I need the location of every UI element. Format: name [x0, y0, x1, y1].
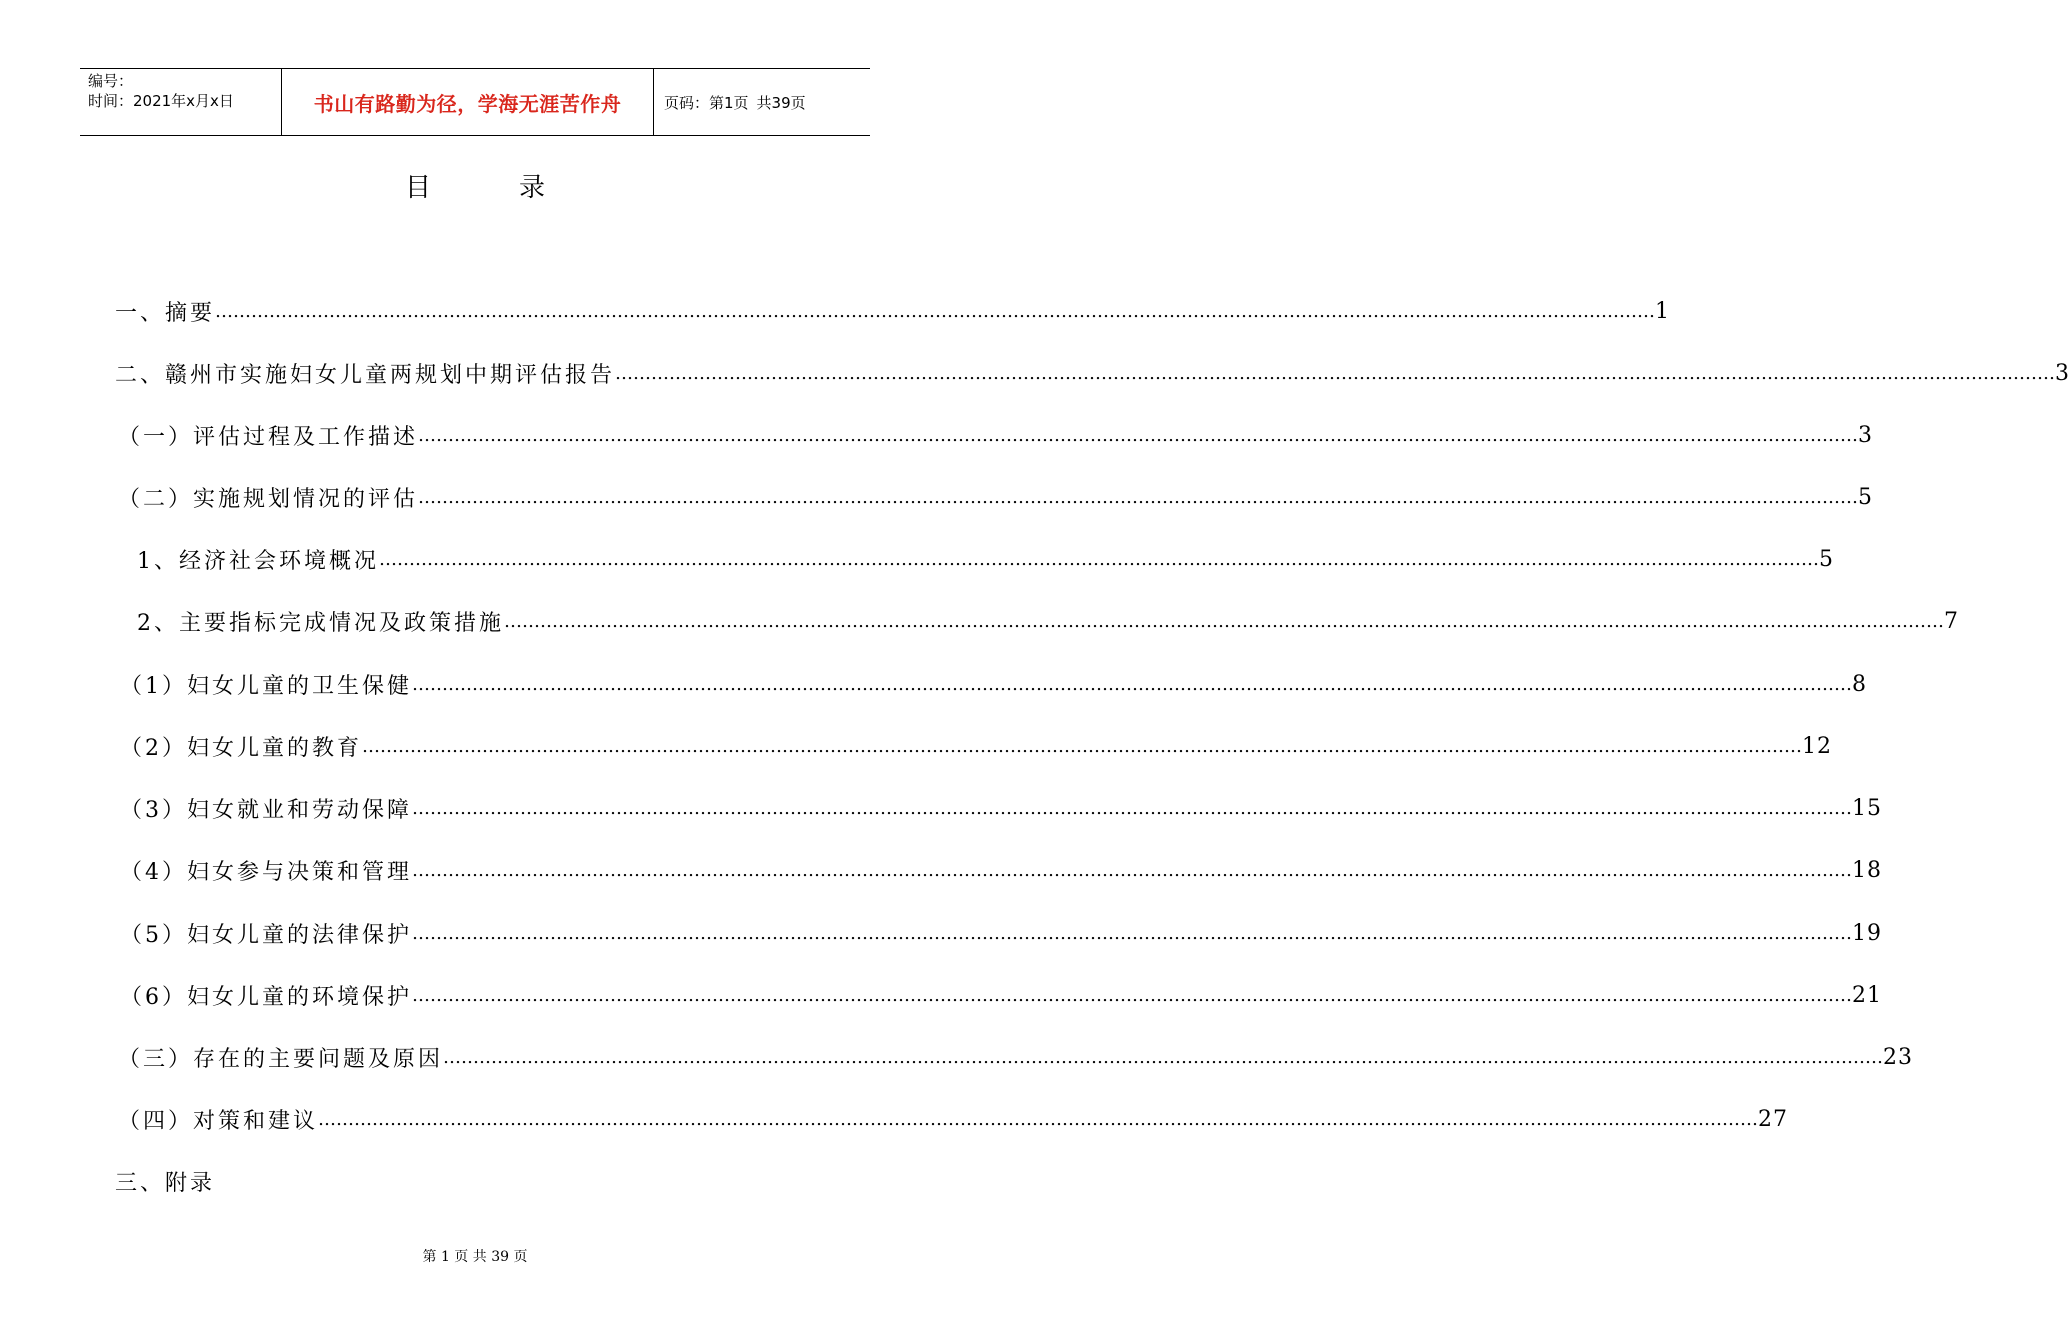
toc-leader-dots: ……………………………………………………………………………………………………………………………………………………………………………………………………………………: [379, 548, 1819, 570]
document-date-label: 时间：2021年x月x日: [88, 92, 234, 110]
toc-entry-label: （四）对策和建议: [118, 1108, 319, 1134]
toc-leader-dots: ……………………………………………………………………………………………………………………………………………………………………………………………………………………: [412, 859, 1852, 881]
header-meta: [80, 69, 282, 135]
toc-entry-label: 二、赣州市实施妇女儿童两规划中期评估报告: [115, 362, 616, 388]
toc-entry-label: （三）存在的主要问题及原因: [118, 1046, 444, 1072]
toc-entry-label: 一、摘要: [115, 300, 216, 326]
toc-entry: [115, 1164, 400, 1198]
toc-entry-label: 1、经济社会环境概况: [137, 548, 379, 574]
toc-entry-page: 23: [1883, 1044, 1914, 1070]
toc-entry: [120, 978, 1882, 1012]
toc-entry-page: 19: [1852, 920, 1882, 946]
toc-entry-page: 5: [1858, 484, 1874, 510]
toc-leader-dots: ……………………………………………………………………………………………………………………………………………………………………………………………………………………: [412, 984, 1852, 1006]
toc-entry: [118, 1102, 1789, 1136]
toc-entry-page: 5: [1819, 546, 1834, 572]
toc-entry: [120, 791, 1882, 825]
header-motto: 书山有路勤为径，学海无涯苦作舟: [282, 69, 654, 135]
toc-leader-dots: ……………………………………………………………………………………………………………………………………………………………………………………………………………………: [418, 486, 1859, 508]
toc-entry-label: （5）妇女儿童的法律保护: [120, 922, 412, 948]
toc-leader-dots: ……………………………………………………………………………………………………………………………………………………………………………………………………………………: [412, 797, 1852, 819]
header-page-info: [654, 69, 870, 135]
toc-leader-dots: ……………………………………………………………………………………………………………………………………………………………………………………………………………………: [318, 1108, 1759, 1130]
toc-entry-label: （1）妇女儿童的卫生保健: [120, 673, 412, 699]
toc-entry: [137, 604, 1959, 638]
toc-entry: [137, 542, 1834, 576]
toc-leader-dots: ……………………………………………………………………………………………………………………………………………………………………………………………………………………: [418, 424, 1859, 446]
toc-leader-dots: ……………………………………………………………………………………………………………………………………………………………………………………………………………………: [412, 922, 1852, 944]
page-footer: 第 1 页 共 39 页: [422, 1249, 528, 1265]
toc-entry-page: 27: [1758, 1106, 1789, 1132]
toc-leader-dots: ……………………………………………………………………………………………………………………………………………………………………………………………………………………: [443, 1046, 1884, 1068]
toc-entry: [118, 480, 1874, 514]
toc-entry-page: 3: [2055, 360, 2070, 386]
toc-entry-label: 2、主要指标完成情况及政策措施: [137, 610, 504, 636]
toc-entry-label: （二）实施规划情况的评估: [118, 486, 419, 512]
toc-entry-page: 8: [1852, 671, 1867, 697]
toc-leader-dots: ……………………………………………………………………………………………………………………………………………………………………………………………………………………: [215, 300, 1656, 322]
document-number-label: 编号：: [88, 72, 134, 90]
page-title: 目录: [404, 173, 633, 203]
toc-leader-dots: ……………………………………………………………………………………………………………………………………………………………………………………………………………………: [615, 362, 2056, 384]
toc-entry: [115, 356, 2070, 390]
toc-entry: [118, 418, 1874, 452]
toc-entry: [115, 294, 1671, 328]
toc-entry-label: （4）妇女参与决策和管理: [120, 859, 412, 885]
toc-entry-page: 1: [1655, 298, 1671, 324]
toc-entry-label: 三、附录: [115, 1170, 216, 1196]
toc-entry-page: 15: [1852, 795, 1882, 821]
toc-entry-label: （2）妇女儿童的教育: [120, 735, 362, 761]
toc-leader-dots: ……………………………………………………………………………………………………………………………………………………………………………………………………………………: [504, 610, 1944, 632]
toc-entry-label: （3）妇女就业和劳动保障: [120, 797, 412, 823]
toc-leader-dots: ……………………………………………………………………………………………………………………………………………………………………………………………………………………: [412, 673, 1852, 695]
toc-entry: [120, 916, 1882, 950]
toc-entry-page: 3: [1858, 422, 1874, 448]
toc-entry-page: 18: [1852, 857, 1882, 883]
toc-entry: [120, 667, 1867, 701]
toc-entry: [120, 729, 1832, 763]
toc-entry: [118, 1040, 1914, 1074]
toc-entry-label: （6）妇女儿童的环境保护: [120, 984, 412, 1010]
header-total-label: 共39页: [756, 93, 806, 112]
toc-entry-page: 12: [1802, 733, 1832, 759]
header-page-label: 页码：第1页: [664, 93, 749, 112]
toc-entry: [120, 853, 1882, 887]
toc-entry-page: 7: [1944, 608, 1959, 634]
toc-leader-dots: ……………………………………………………………………………………………………………………………………………………………………………………………………………………: [362, 735, 1802, 757]
toc-entry-page: 21: [1852, 982, 1882, 1008]
toc-entry-label: （一）评估过程及工作描述: [118, 424, 419, 450]
document-header: [80, 68, 870, 136]
